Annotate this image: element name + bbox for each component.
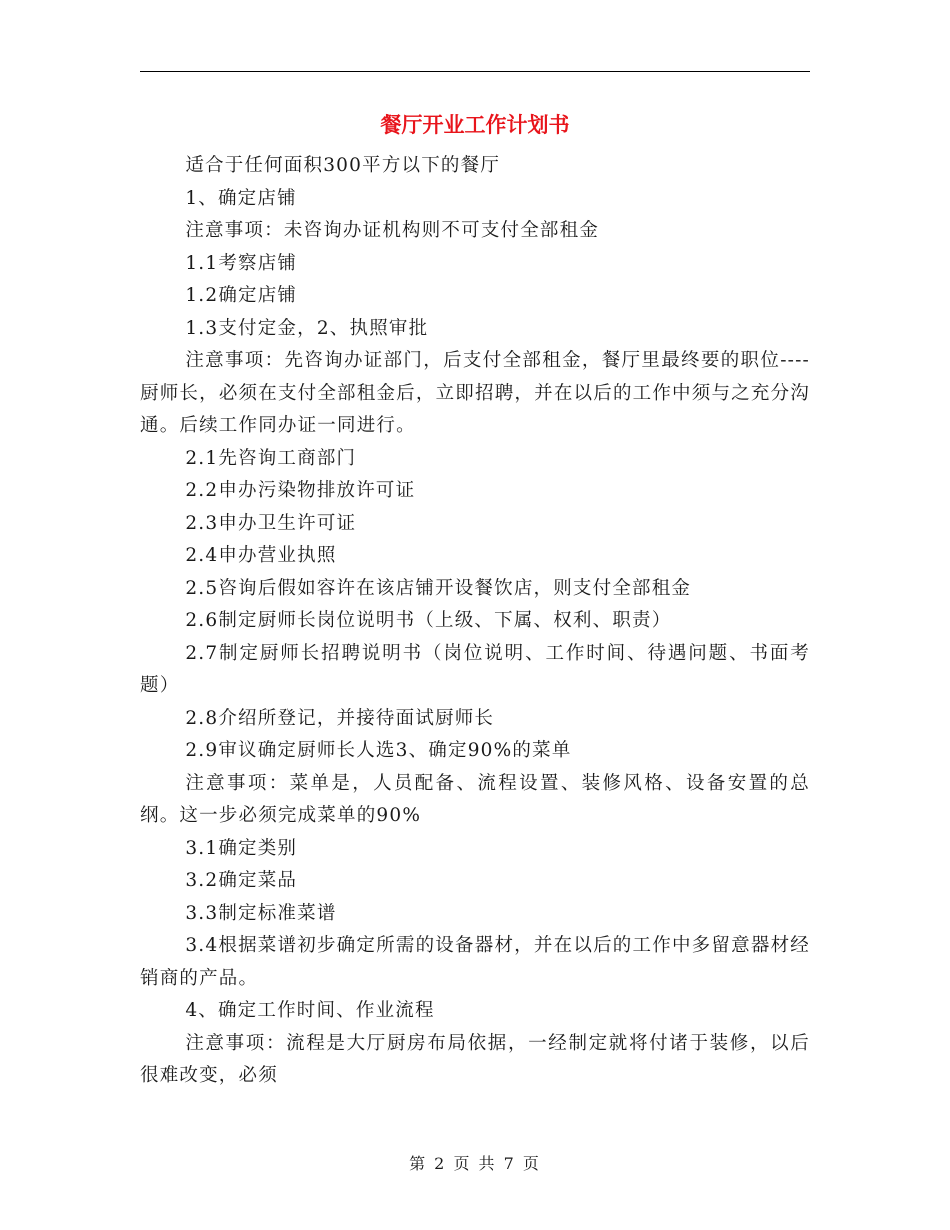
body-paragraph: 2.8介绍所登记，并接待面试厨师长 [185, 707, 495, 729]
page-number: 第 2 页 共 7 页 [409, 1154, 541, 1173]
document-body [140, 150, 810, 1093]
body-paragraph: 3.4根据菜谱初步确定所需的设备器材，并在以后的工作中多留意器材经销商的产品。 [140, 935, 810, 989]
body-paragraph: 适合于任何面积300平方以下的餐厅 [185, 155, 501, 176]
body-paragraph: 3.1确定类别 [185, 837, 298, 859]
body-paragraph: 2.9审议确定厨师长人选3、确定90%的菜单 [185, 740, 572, 761]
document-title: 餐厅开业工作计划书 [380, 113, 570, 137]
body-paragraph: 2.4申办营业执照 [185, 545, 337, 566]
body-paragraph: 1.3支付定金，2、执照审批 [185, 317, 429, 339]
body-paragraph: 注意事项：先咨询办证部门，后支付全部租金，餐厅里最终要的职位----厨师长，必须在支付全部租金后，立即招聘，并在以后的工作中须与之充分沟通。后续工作同办证一同进行。 [140, 350, 810, 436]
body-paragraph: 2.6制定厨师长岗位说明书（上级、下属、权利、职责） [185, 610, 672, 631]
body-paragraph: 2.1先咨询工商部门 [185, 447, 357, 469]
body-paragraph: 1.2确定店铺 [185, 285, 298, 306]
body-paragraph: 1.1考察店铺 [185, 252, 298, 274]
body-paragraph: 4、确定工作时间、作业流程 [185, 1000, 435, 1021]
body-paragraph: 2.5咨询后假如容许在该店铺开设餐饮店，则支付全部租金 [185, 577, 692, 599]
body-paragraph: 2.2申办污染物排放许可证 [185, 480, 416, 501]
body-paragraph: 2.3申办卫生许可证 [185, 512, 357, 534]
body-paragraph: 2.7制定厨师长招聘说明书（岗位说明、工作时间、待遇问题、书面考题） [140, 642, 810, 696]
body-paragraph: 3.2确定菜品 [185, 870, 298, 891]
body-paragraph: 注意事项：流程是大厅厨房布局依据，一经制定就将付诸于装修，以后很难改变，必须 [140, 1032, 810, 1086]
body-paragraph: 注意事项：未咨询办证机构则不可支付全部租金 [185, 220, 600, 241]
header-rule [140, 71, 810, 72]
body-paragraph: 1、确定店铺 [185, 187, 297, 209]
body-paragraph: 3.3制定标准菜谱 [185, 902, 337, 924]
body-paragraph: 注意事项：菜单是，人员配备、流程设置、装修风格、设备安置的总纲。这一步必须完成菜单的90% [140, 772, 810, 826]
